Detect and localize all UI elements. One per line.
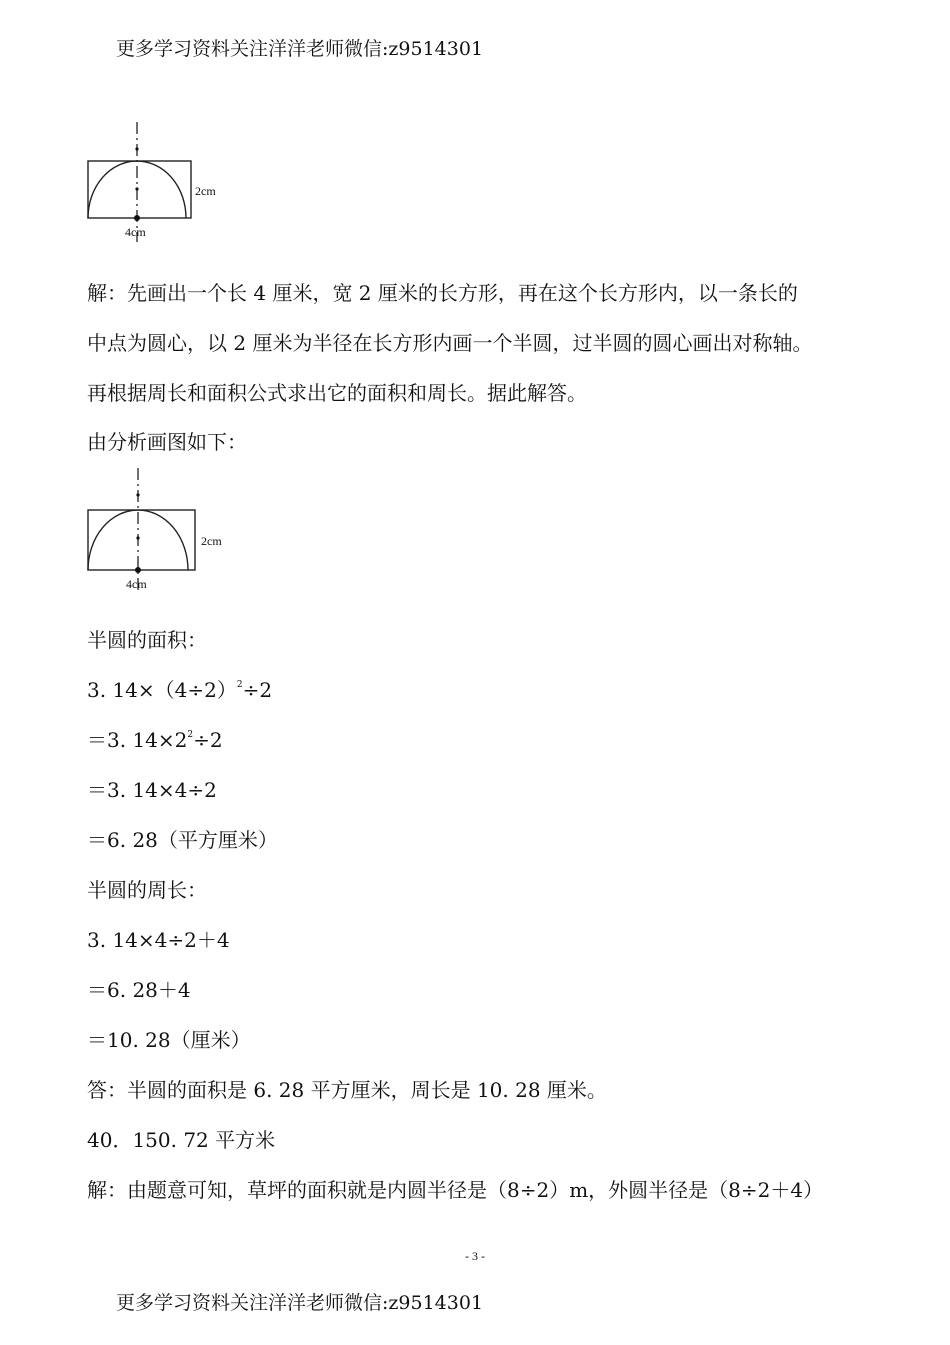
axis-dot: [136, 493, 139, 496]
center-point: [135, 567, 141, 573]
perimeter-heading: 半圆的周长：: [87, 878, 207, 902]
question-40-solution-line-1: 解：由题意可知，草坪的面积就是内圆半径是（8÷2）m，外圆半径是（8÷2＋4）: [87, 1178, 824, 1202]
center-point: [134, 215, 140, 221]
area-step-3: ＝3. 14×4÷2: [87, 778, 217, 802]
axis-dot: [135, 147, 138, 150]
solution-line-3: 再根据周长和面积公式求出它的面积和周长。据此解答。: [87, 381, 587, 405]
page-number: - 3 -: [465, 1249, 485, 1263]
rectangle: [88, 161, 191, 218]
height-label: 2cm: [195, 184, 216, 198]
answer-line: 答：半圆的面积是 6. 28 平方厘米，周长是 10. 28 厘米。: [87, 1078, 607, 1102]
semicircle-figure-1: [80, 118, 230, 243]
semicircle-figure-2: [80, 466, 240, 596]
axis-dot: [136, 536, 139, 539]
width-label: 4cm: [125, 225, 146, 239]
area-step-2: ＝3. $14\times 2^2\div 2$: [87, 728, 223, 752]
page-header-watermark: 更多学习资料关注洋洋老师微信:z9514301: [116, 38, 484, 60]
height-label: 2cm: [201, 534, 222, 548]
question-40-title: 40．150. 72 平方米: [87, 1128, 276, 1152]
area-step-1: 3. $14\times(4\div 2)^2\div 2$: [87, 678, 273, 702]
solution-line-1: 解：先画出一个长 4 厘米，宽 2 厘米的长方形，再在这个长方形内，以一条长的: [87, 281, 798, 305]
perimeter-step-1: 3. 14×4÷2＋4: [87, 928, 230, 952]
area-heading: 半圆的面积：: [87, 628, 207, 652]
area-step-4: ＝6. 28（平方厘米）: [87, 828, 278, 852]
rectangle: [88, 510, 195, 570]
solution-line-2: 中点为圆心，以 2 厘米为半径在长方形内画一个半圆，过半圆的圆心画出对称轴。: [87, 331, 813, 355]
solution-line-4: 由分析画图如下：: [87, 430, 247, 454]
perimeter-step-2: ＝6. 28＋4: [87, 978, 191, 1002]
perimeter-step-3: ＝10. 28（厘米）: [87, 1028, 251, 1052]
width-label: 4cm: [126, 577, 147, 591]
axis-dot: [135, 187, 138, 190]
page-footer-watermark: 更多学习资料关注洋洋老师微信:z9514301: [116, 1292, 484, 1314]
